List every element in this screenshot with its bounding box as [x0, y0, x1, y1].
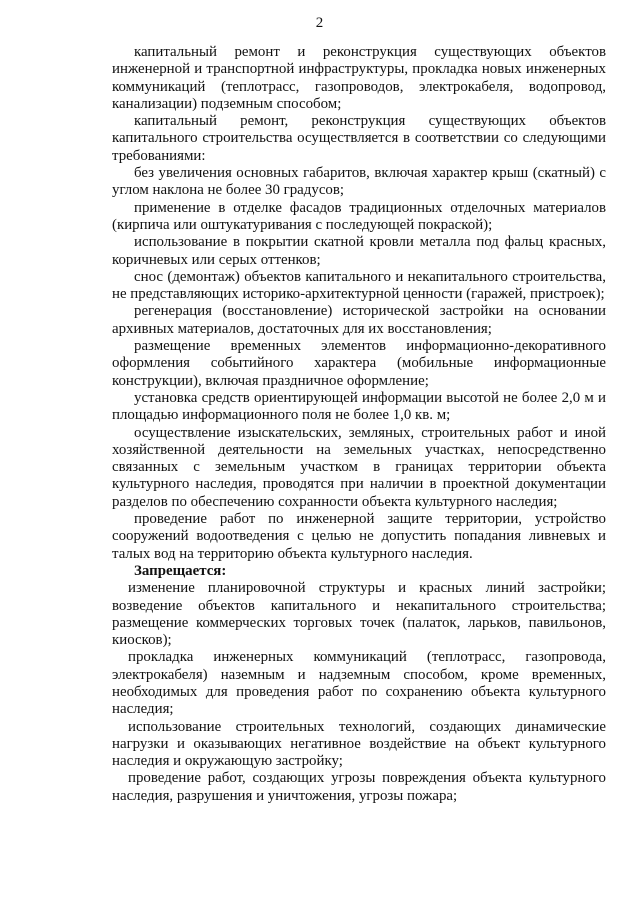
- section-heading-prohibited: Запрещается:: [134, 562, 227, 579]
- paragraph-engineering-protection: проведение работ по инженерной защите территории, устройство сооружений водоотведения с целью не допустить попадания ливневых и талых вод на территорию объекта культурного наследия.: [112, 511, 606, 562]
- paragraph-planning-change: изменение планировочной структуры и красных линий застройки; возведение объектов капитального и некапитального строительства; размещение коммерческих торговых точек (палаток, ларьков, павильонов, киосков);: [112, 580, 606, 649]
- paragraph-roof-metal: использование в покрытии скатной кровли металла под фальц красных, коричневых или серых оттенков;: [112, 234, 606, 268]
- paragraph-utility-networks: капитальный ремонт и реконструкция существующих объектов инженерной и транспортной инфраструктуры, прокладка новых инженерных коммуникаций (теплотрасс, газопроводов, электрокабеля, водопровод, канализации) подземным способом;: [112, 44, 606, 112]
- paragraph-regeneration: регенерация (восстановление) исторической застройки на основании архивных материалов, достаточных для их восстановления;: [112, 303, 606, 337]
- document-body: [112, 44, 606, 805]
- paragraph-demolition: снос (демонтаж) объектов капитального и некапитального строительства, не представляющих историко-архитектурной ценности (гаражей, пристроек);: [112, 268, 606, 303]
- page-number: 2: [315, 15, 324, 31]
- paragraph-temporary-decor: размещение временных элементов информационно-декоративного оформления событийного характера (мобильные информационные конструкции), включая праздничное оформление;: [112, 338, 606, 389]
- paragraph-dynamic-loads: использование строительных технологий, создающих динамические нагрузки и оказывающих негативное воздействие на объект культурного наследия и окружающую застройку;: [112, 718, 606, 770]
- paragraph-facade-materials: применение в отделке фасадов традиционных отделочных материалов (кирпича или оштукатуривания с последующей покраской);: [112, 199, 606, 233]
- paragraph-above-ground-utilities: прокладка инженерных коммуникаций (теплотрасс, газопровода, электрокабеля) наземным и надземным способом, кроме временных, необходимых для проведения работ по сохранению объекта культурного наследия;: [112, 649, 606, 718]
- paragraph-survey-works: осуществление изыскательских, земляных, строительных работ и иной хозяйственной деятельности на земельных участках, непосредственно связанных с земельным участком в границах территории объекта культурного наследия, проводятся при наличии в проектной документации разделов по обеспечению сохранности объекта культурного наследия;: [112, 424, 606, 510]
- paragraph-damage-threats: проведение работ, создающих угрозы повреждения объекта культурного наследия, разрушения и уничтожения, угрозы пожара;: [112, 770, 606, 804]
- paragraph-orienting-info: установка средств ориентирующей информации высотой не более 2,0 м и площадью информационного поля не более 1,0 кв. м;: [112, 389, 606, 424]
- paragraph-dimensions: без увеличения основных габаритов, включая характер крыш (скатный) с углом наклона не более 30 градусов;: [112, 165, 606, 199]
- paragraph-capital-repair-requirements: капитальный ремонт, реконструкция существующих объектов капитального строительства осуществляется в соответствии со следующими требованиями:: [112, 113, 606, 164]
